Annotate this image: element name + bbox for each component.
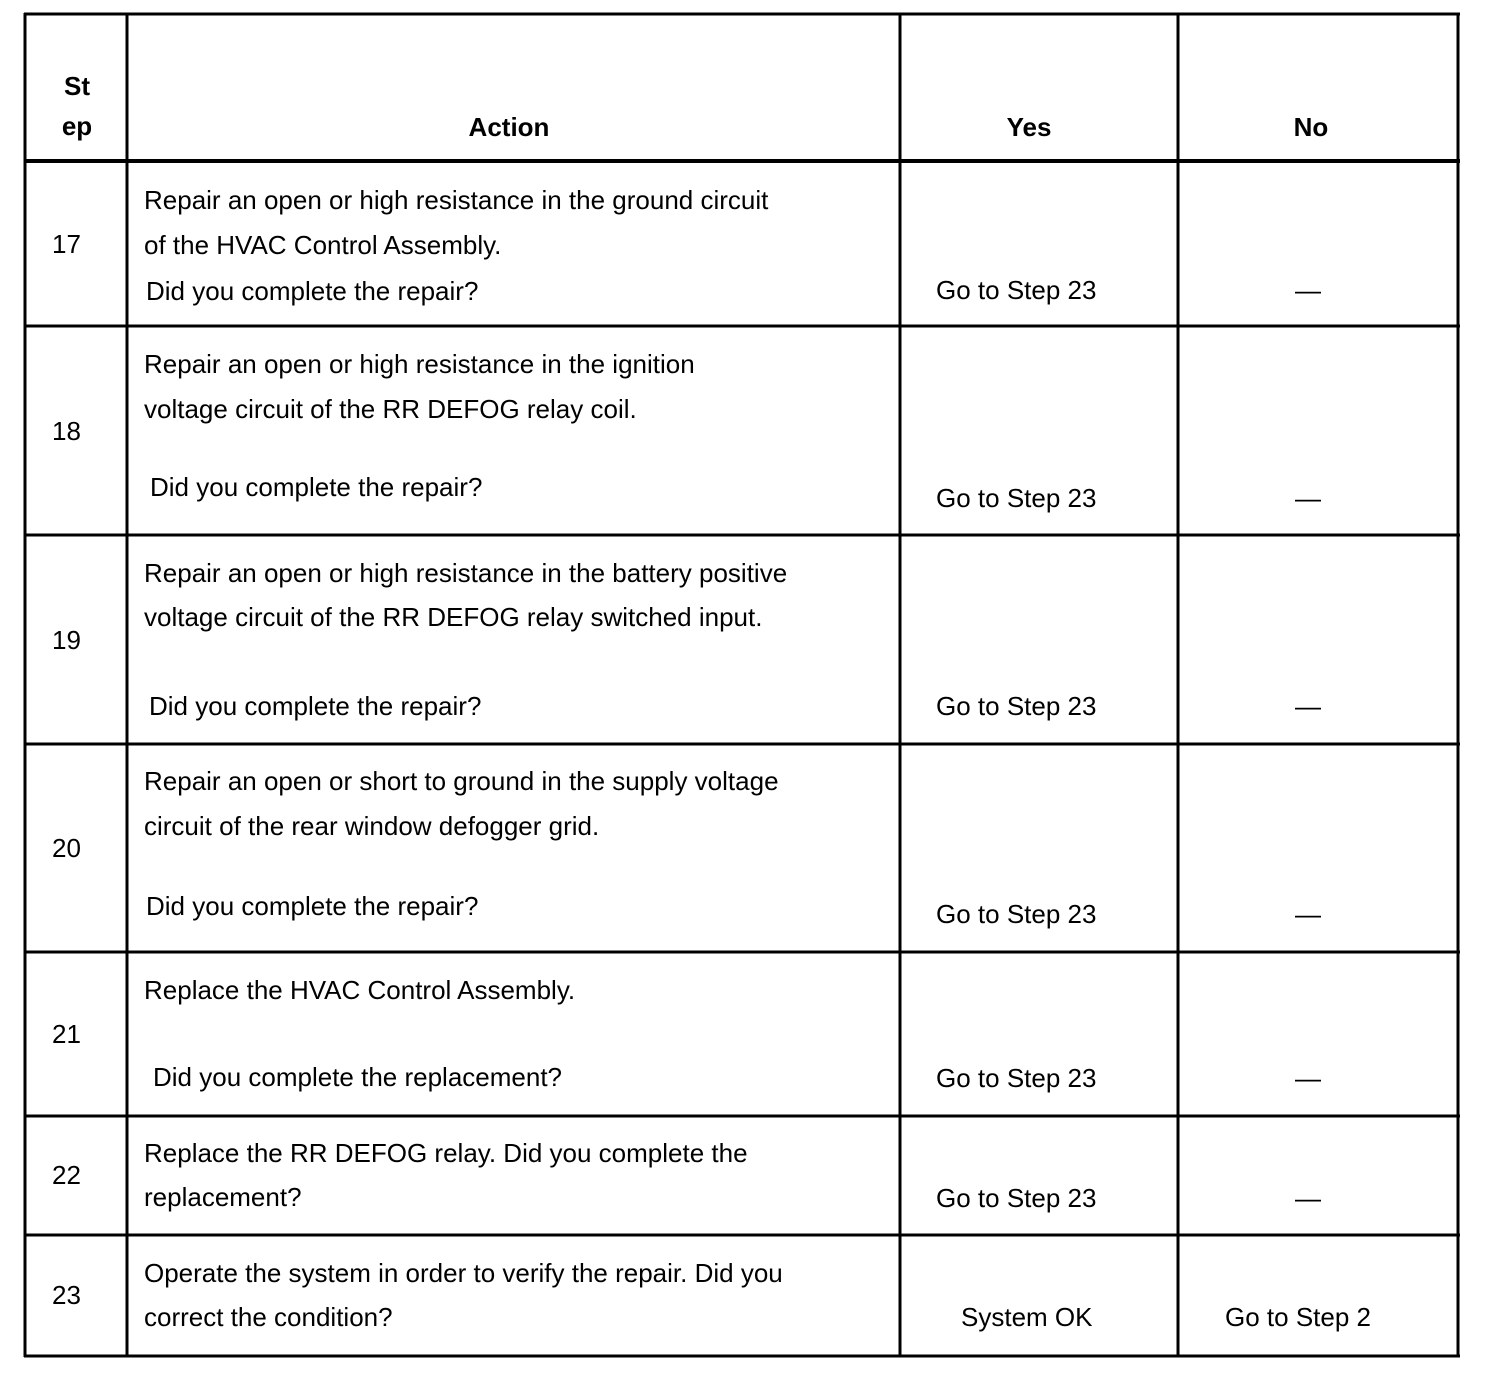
action-line: Replace the HVAC Control Assembly. xyxy=(144,975,576,1005)
action-line: voltage circuit of the RR DEFOG relay switched input. xyxy=(144,602,763,632)
action-line: voltage circuit of the RR DEFOG relay coil. xyxy=(144,394,637,424)
no-result: — xyxy=(1295,483,1321,513)
header-step-line2: ep xyxy=(61,111,93,141)
action-line: Repair an open or high resistance in the ground circuit xyxy=(144,185,769,215)
header-step-line1: St xyxy=(64,71,90,101)
yes-result: Go to Step 23 xyxy=(936,899,1097,929)
action-line: circuit of the rear window defogger grid. xyxy=(144,811,600,841)
yes-result: Go to Step 23 xyxy=(936,1183,1097,1213)
header-step xyxy=(27,66,127,146)
action-question: Did you complete the repair? xyxy=(146,276,479,306)
header-yes: Yes xyxy=(1006,112,1052,142)
action-question: Did you complete the repair? xyxy=(146,891,479,921)
yes-result: Go to Step 23 xyxy=(936,275,1097,305)
action-line: Repair an open or short to ground in the supply voltage xyxy=(144,766,779,796)
no-result: — xyxy=(1295,1063,1321,1093)
action-line: Repair an open or high resistance in the ignition xyxy=(144,349,695,379)
yes-result: System OK xyxy=(961,1302,1093,1332)
header-no: No xyxy=(1293,112,1329,142)
step-number: 22 xyxy=(52,1160,81,1190)
step-number: 20 xyxy=(52,833,81,863)
action-question: Did you complete the replacement? xyxy=(153,1062,563,1092)
yes-result: Go to Step 23 xyxy=(936,1063,1097,1093)
action-line: of the HVAC Control Assembly. xyxy=(144,230,502,260)
no-result: — xyxy=(1295,899,1321,929)
action-question: Did you complete the repair? xyxy=(149,691,482,721)
yes-result: Go to Step 23 xyxy=(936,691,1097,721)
header-action: Action xyxy=(468,112,550,142)
no-result: — xyxy=(1295,275,1321,305)
no-result: — xyxy=(1295,1183,1321,1213)
action-line: Replace the RR DEFOG relay. Did you complete the xyxy=(144,1138,748,1168)
action-question: Did you complete the repair? xyxy=(150,472,483,502)
action-line: replacement? xyxy=(144,1182,302,1212)
action-line: Repair an open or high resistance in the battery positive xyxy=(144,558,788,588)
yes-result: Go to Step 23 xyxy=(936,483,1097,513)
step-number: 23 xyxy=(52,1280,81,1310)
action-line: Operate the system in order to verify the repair. Did you xyxy=(144,1258,783,1288)
step-number: 18 xyxy=(52,416,81,446)
action-line: correct the condition? xyxy=(144,1302,393,1332)
no-result: Go to Step 2 xyxy=(1225,1302,1371,1332)
no-result: — xyxy=(1295,691,1321,721)
step-number: 19 xyxy=(52,625,81,655)
step-number: 17 xyxy=(52,229,81,259)
step-number: 21 xyxy=(52,1019,81,1049)
